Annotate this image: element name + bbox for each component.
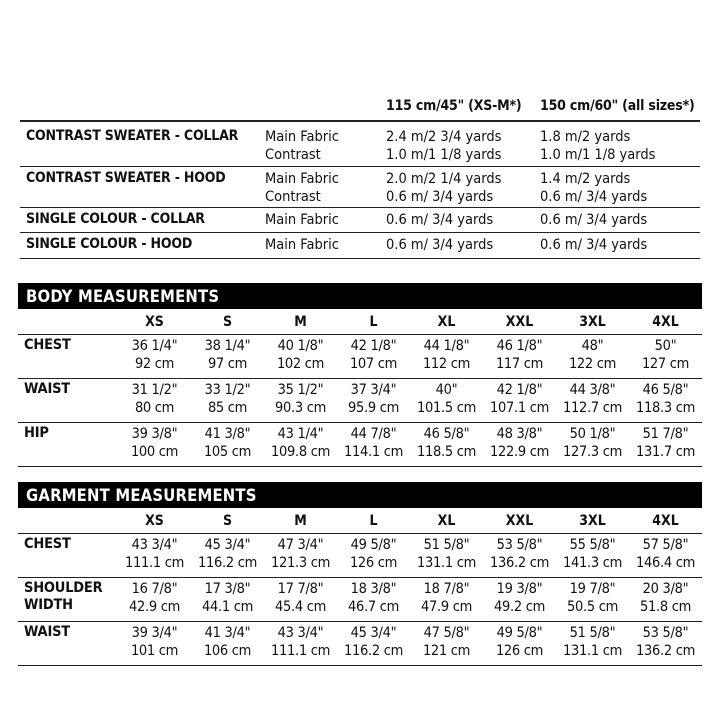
measurement-cell — [118, 534, 191, 578]
yardage-amount: 1.0 m/1 1/8 yards — [386, 147, 502, 163]
cm-value: 116.2 cm — [344, 643, 403, 659]
cm-value: 121.3 cm — [271, 555, 330, 571]
cm-value: 131.1 cm — [417, 555, 476, 571]
size-header: L — [369, 314, 378, 330]
size-header: 3XL — [579, 513, 606, 529]
cm-value: 146.4 cm — [636, 555, 695, 571]
inch-value: 43 1/4" — [277, 426, 324, 442]
measurement-label-line: CHEST — [24, 337, 71, 353]
size-header: XXL — [505, 314, 534, 330]
cm-value: 101.5 cm — [417, 400, 476, 416]
measurement-cell — [629, 423, 702, 467]
measurement-cell — [337, 578, 410, 622]
measurement-cell — [629, 534, 702, 578]
cm-value: 90.3 cm — [275, 400, 326, 416]
measurement-cell — [410, 578, 483, 622]
size-header: XS — [145, 513, 164, 529]
measurement-cell — [410, 622, 483, 666]
measurement-cell — [118, 335, 191, 379]
yardage-row-label: SINGLE COLOUR - HOOD — [26, 236, 193, 252]
cm-value: 116.2 cm — [198, 555, 257, 571]
measurement-cell — [337, 423, 410, 467]
inch-value: 16 7/8" — [131, 581, 178, 597]
measurement-cell — [264, 379, 337, 423]
garment-measurements-table — [18, 509, 702, 666]
yardage-row-label: CONTRAST SWEATER - COLLAR — [26, 128, 239, 144]
inch-value: 42 1/8" — [496, 382, 543, 398]
inch-value: 39 3/4" — [131, 625, 178, 641]
yardage-fabric: Main Fabric — [265, 212, 339, 228]
measurement-cell — [337, 335, 410, 379]
inch-value: 46 5/8" — [423, 426, 470, 442]
inch-value: 44 7/8" — [350, 426, 397, 442]
cm-value: 102 cm — [276, 356, 325, 372]
size-header: XL — [437, 513, 456, 529]
size-header: M — [294, 314, 307, 330]
measurement-label-line: HIP — [24, 425, 49, 441]
cm-value: 50.5 cm — [567, 599, 618, 615]
measurement-cell — [629, 379, 702, 423]
measurement-cell — [556, 379, 629, 423]
inch-value: 33 1/2" — [204, 382, 251, 398]
measurement-label — [18, 578, 118, 622]
measurement-row — [18, 534, 702, 578]
measurement-row — [18, 423, 702, 467]
yardage-fabric: Main Fabric — [265, 237, 339, 253]
cm-value: 97 cm — [207, 356, 248, 372]
yardage-fabric: Main Fabric — [265, 171, 339, 187]
cm-value: 100 cm — [130, 444, 179, 460]
size-header: XS — [145, 314, 164, 330]
measurement-label-line: WIDTH — [24, 597, 73, 613]
inch-value: 18 7/8" — [423, 581, 470, 597]
yardage-amount: 0.6 m/ 3/4 yards — [386, 212, 494, 228]
cm-value: 114.1 cm — [344, 444, 403, 460]
measurement-cell — [337, 379, 410, 423]
yardage-amount: 0.6 m/ 3/4 yards — [386, 237, 494, 253]
cm-value: 85 cm — [207, 400, 248, 416]
measurement-cell — [264, 335, 337, 379]
cm-value: 136.2 cm — [636, 643, 695, 659]
inch-value: 55 5/8" — [569, 537, 616, 553]
size-header: XL — [437, 314, 456, 330]
measurement-cell — [629, 335, 702, 379]
inch-value: 51 5/8" — [423, 537, 470, 553]
measurement-cell — [483, 578, 556, 622]
yardage-header-115: 115 cm/45" (XS-M*) — [386, 98, 522, 114]
cm-value: 49.2 cm — [494, 599, 545, 615]
inch-value: 40 1/8" — [277, 338, 324, 354]
measurement-cell — [483, 335, 556, 379]
inch-value: 43 3/4" — [131, 537, 178, 553]
inch-value: 19 3/8" — [496, 581, 543, 597]
measurement-cell — [629, 578, 702, 622]
inch-value: 49 5/8" — [496, 625, 543, 641]
measurement-cell — [556, 335, 629, 379]
measurement-cell — [410, 423, 483, 467]
inch-value: 39 3/8" — [131, 426, 178, 442]
measurement-label-line: WAIST — [24, 381, 70, 397]
inch-value: 51 5/8" — [569, 625, 616, 641]
inch-value: 45 3/4" — [350, 625, 397, 641]
cm-value: 45.4 cm — [275, 599, 326, 615]
size-header: M — [294, 513, 307, 529]
yardage-amount: 0.6 m/ 3/4 yards — [540, 237, 648, 253]
inch-value: 43 3/4" — [277, 625, 324, 641]
measurement-cell — [483, 534, 556, 578]
yardage-row-divider — [20, 232, 700, 233]
inch-value: 45 3/4" — [204, 537, 251, 553]
cm-value: 127 cm — [641, 356, 690, 372]
measurement-cell — [337, 534, 410, 578]
cm-value: 111.1 cm — [125, 555, 184, 571]
inch-value: 48 3/8" — [496, 426, 543, 442]
cm-value: 121 cm — [422, 643, 471, 659]
cm-value: 107 cm — [349, 356, 398, 372]
measurement-cell — [264, 622, 337, 666]
measurement-cell — [191, 578, 264, 622]
inch-value: 18 3/8" — [350, 581, 397, 597]
measurement-label-line: CHEST — [24, 536, 71, 552]
cm-value: 117 cm — [495, 356, 544, 372]
cm-value: 111.1 cm — [271, 643, 330, 659]
cm-value: 105 cm — [203, 444, 252, 460]
cm-value: 92 cm — [134, 356, 175, 372]
yardage-bottom-rule — [20, 258, 700, 259]
inch-value: 40" — [435, 382, 458, 398]
cm-value: 112.7 cm — [563, 400, 622, 416]
measurement-cell — [556, 622, 629, 666]
inch-value: 50" — [654, 338, 677, 354]
measurement-label — [18, 622, 118, 666]
size-header: XXL — [505, 513, 534, 529]
cm-value: 141.3 cm — [563, 555, 622, 571]
inch-value: 17 3/8" — [204, 581, 251, 597]
measurement-cell — [556, 578, 629, 622]
yardage-row-divider — [20, 166, 700, 167]
measurement-cell — [337, 622, 410, 666]
measurement-cell — [118, 379, 191, 423]
size-header-row — [18, 509, 702, 534]
measurement-label — [18, 335, 118, 379]
cm-value: 136.2 cm — [490, 555, 549, 571]
measurement-row — [18, 578, 702, 622]
body-measurements-table — [18, 310, 702, 467]
size-header: 3XL — [579, 314, 606, 330]
measurement-label — [18, 423, 118, 467]
measurement-cell — [264, 534, 337, 578]
inch-value: 44 1/8" — [423, 338, 470, 354]
size-header: 4XL — [652, 314, 679, 330]
cm-value: 95.9 cm — [348, 400, 399, 416]
cm-value: 122.9 cm — [490, 444, 549, 460]
cm-value: 51.8 cm — [640, 599, 691, 615]
measurement-cell — [410, 534, 483, 578]
yardage-fabric: Contrast — [265, 189, 321, 205]
yardage-amount: 1.8 m/2 yards — [540, 129, 631, 145]
inch-value: 51 7/8" — [642, 426, 689, 442]
cm-value: 106 cm — [203, 643, 252, 659]
cm-value: 127.3 cm — [563, 444, 622, 460]
measurement-cell — [556, 423, 629, 467]
yardage-row-label: SINGLE COLOUR - COLLAR — [26, 211, 205, 227]
cm-value: 112 cm — [422, 356, 471, 372]
cm-value: 118.3 cm — [636, 400, 695, 416]
measurement-cell — [118, 423, 191, 467]
header-spacer — [18, 310, 118, 335]
measurement-cell — [191, 379, 264, 423]
measurement-cell — [410, 335, 483, 379]
yardage-fabric: Main Fabric — [265, 129, 339, 145]
body-measurements-title: BODY MEASUREMENTS — [18, 283, 702, 309]
garment-measurements-title: GARMENT MEASUREMENTS — [18, 482, 702, 508]
size-header: 4XL — [652, 513, 679, 529]
cm-value: 46.7 cm — [348, 599, 399, 615]
yardage-row-divider — [20, 207, 700, 208]
measurement-cell — [483, 379, 556, 423]
measurement-cell — [264, 578, 337, 622]
inch-value: 38 1/4" — [204, 338, 251, 354]
inch-value: 57 5/8" — [642, 537, 689, 553]
inch-value: 47 3/4" — [277, 537, 324, 553]
cm-value: 107.1 cm — [490, 400, 549, 416]
size-header: S — [222, 513, 233, 529]
cm-value: 42.9 cm — [129, 599, 180, 615]
inch-value: 50 1/8" — [569, 426, 616, 442]
cm-value: 44.1 cm — [202, 599, 253, 615]
inch-value: 31 1/2" — [131, 382, 178, 398]
inch-value: 53 5/8" — [642, 625, 689, 641]
size-header-row — [18, 310, 702, 335]
measurement-cell — [410, 379, 483, 423]
measurement-cell — [483, 423, 556, 467]
inch-value: 48" — [581, 338, 604, 354]
cm-value: 101 cm — [130, 643, 179, 659]
yardage-row-label: CONTRAST SWEATER - HOOD — [26, 170, 226, 186]
inch-value: 35 1/2" — [277, 382, 324, 398]
cm-value: 126 cm — [495, 643, 544, 659]
measurement-cell — [556, 534, 629, 578]
inch-value: 20 3/8" — [642, 581, 689, 597]
inch-value: 41 3/4" — [204, 625, 251, 641]
measurement-cell — [191, 622, 264, 666]
measurement-row — [18, 622, 702, 666]
yardage-amount: 1.4 m/2 yards — [540, 171, 631, 187]
inch-value: 41 3/8" — [204, 426, 251, 442]
measurement-cell — [191, 534, 264, 578]
measurement-cell — [264, 423, 337, 467]
inch-value: 46 5/8" — [642, 382, 689, 398]
inch-value: 44 3/8" — [569, 382, 616, 398]
inch-value: 47 5/8" — [423, 625, 470, 641]
cm-value: 118.5 cm — [417, 444, 476, 460]
measurement-label — [18, 534, 118, 578]
size-header: S — [222, 314, 233, 330]
measurement-cell — [483, 622, 556, 666]
cm-value: 47.9 cm — [421, 599, 472, 615]
measurement-cell — [629, 622, 702, 666]
inch-value: 37 3/4" — [350, 382, 397, 398]
inch-value: 46 1/8" — [496, 338, 543, 354]
yardage-top-rule — [20, 120, 700, 122]
cm-value: 122 cm — [568, 356, 617, 372]
measurement-label — [18, 379, 118, 423]
yardage-amount: 0.6 m/ 3/4 yards — [386, 189, 494, 205]
inch-value: 19 7/8" — [569, 581, 616, 597]
cm-value: 126 cm — [349, 555, 398, 571]
yardage-amount: 1.0 m/1 1/8 yards — [540, 147, 656, 163]
measurement-row — [18, 379, 702, 423]
cm-value: 109.8 cm — [271, 444, 330, 460]
size-header: L — [369, 513, 378, 529]
inch-value: 17 7/8" — [277, 581, 324, 597]
cm-value: 131.1 cm — [563, 643, 622, 659]
measurement-cell — [118, 622, 191, 666]
measurement-cell — [191, 423, 264, 467]
header-spacer — [18, 509, 118, 534]
yardage-amount: 0.6 m/ 3/4 yards — [540, 189, 648, 205]
measurement-cell — [191, 335, 264, 379]
measurement-label-line: SHOULDER — [24, 580, 103, 596]
inch-value: 42 1/8" — [350, 338, 397, 354]
yardage-amount: 2.0 m/2 1/4 yards — [386, 171, 502, 187]
cm-value: 131.7 cm — [636, 444, 695, 460]
inch-value: 49 5/8" — [350, 537, 397, 553]
measurement-row — [18, 335, 702, 379]
measurement-cell — [118, 578, 191, 622]
inch-value: 36 1/4" — [131, 338, 178, 354]
yardage-header-150: 150 cm/60" (all sizes*) — [540, 98, 695, 114]
yardage-amount: 2.4 m/2 3/4 yards — [386, 129, 502, 145]
cm-value: 80 cm — [134, 400, 175, 416]
measurement-label-line: WAIST — [24, 624, 70, 640]
yardage-amount: 0.6 m/ 3/4 yards — [540, 212, 648, 228]
inch-value: 53 5/8" — [496, 537, 543, 553]
yardage-fabric: Contrast — [265, 147, 321, 163]
